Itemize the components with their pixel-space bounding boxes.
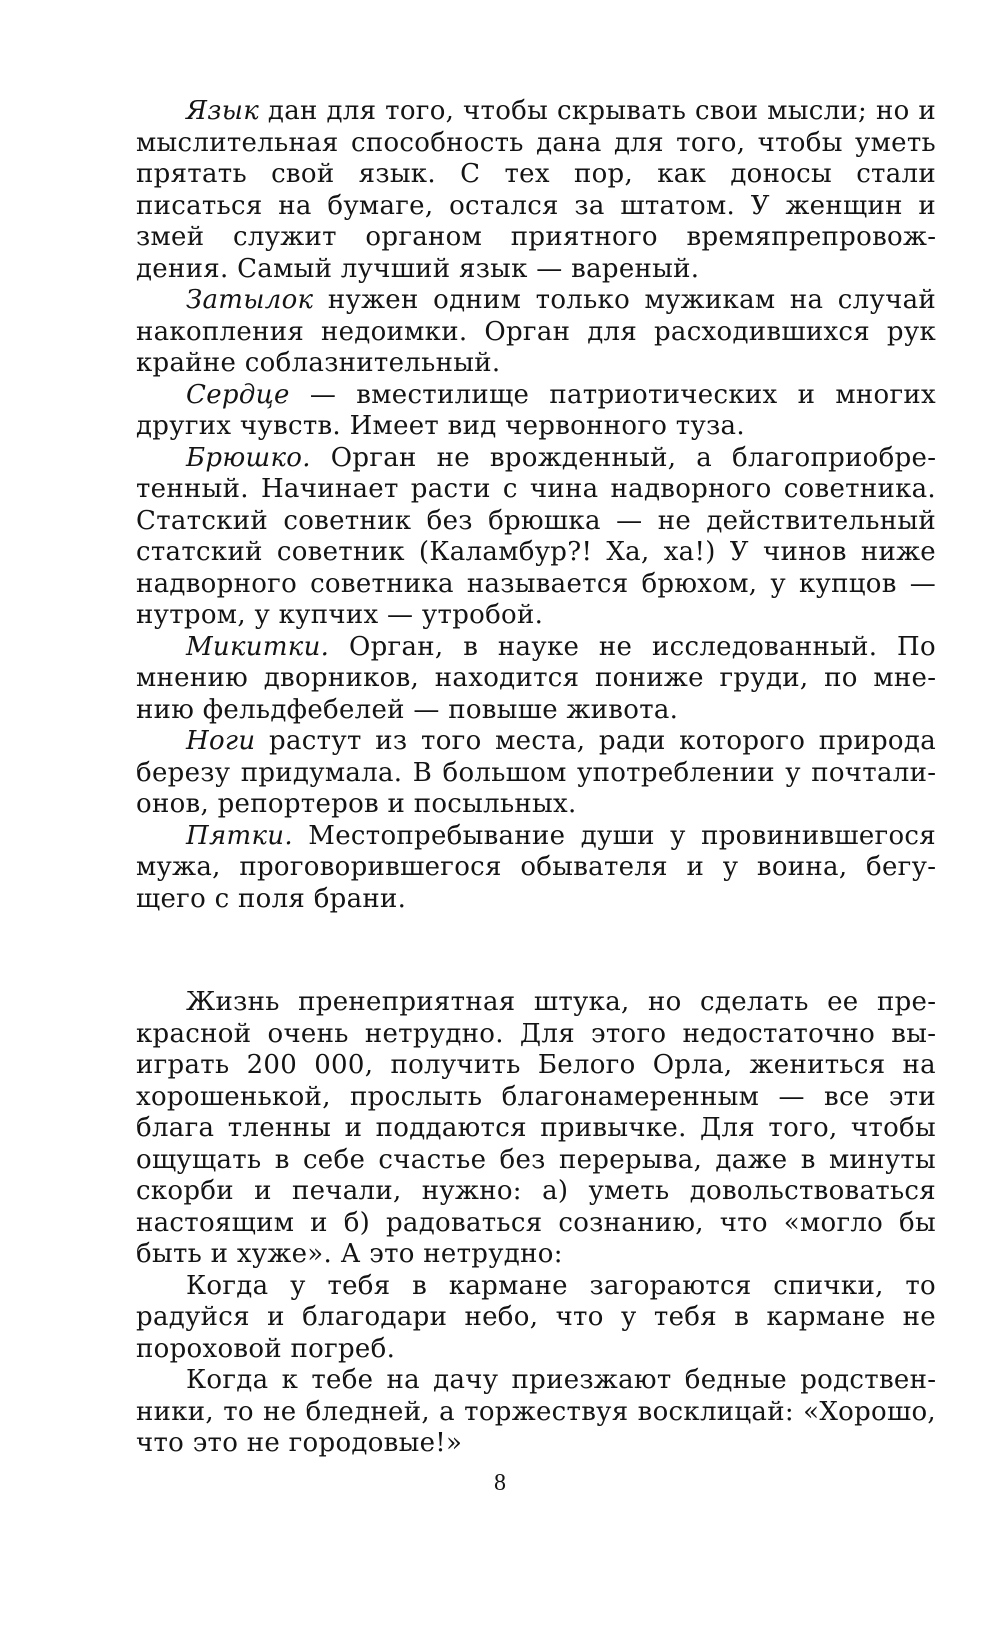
paragraph-bryushko	[136, 443, 936, 632]
term-zatylok: Затылок	[186, 285, 314, 315]
paragraph-mikitki	[136, 632, 936, 727]
paragraph-serdtse	[136, 380, 936, 443]
term-nogi: Ноги	[186, 726, 256, 756]
definition-pyatki: Местопребывание души у провинившегося мужа, проговорившегося обывателя и у воина, бегущего с поля брани.	[136, 820, 936, 914]
term-yazyk: Язык	[186, 96, 260, 126]
paragraph-relatives: Когда к тебе на дачу приезжают бедные родственники, то не бледней, а торжествуя восклицай: «Хорошо, что это не городовые!»	[136, 1365, 936, 1458]
paragraph-life-intro: Жизнь пренеприятная штука, но сделать ее прекрасной очень нетрудно. Для этого недостаточно выиграть 200 000, получить Белого Орла, жениться на хорошенькой, прослыть благонамеренным — все эти блага тленны и поддаются привычке. Для того, чтобы ощущать в себе счастье без перерыва, даже в минуты скорби и печали, нужно: а) уметь довольствоваться настоящим и б) радоваться сознанию, что «могло бы быть и хуже». А это нетрудно:	[136, 987, 936, 1269]
paragraph-matches: Когда у тебя в кармане загораются спички, то радуйся и благодари небо, что у тебя в кармане не пороховой погреб.	[136, 1270, 936, 1364]
definition-yazyk: дан для того, чтобы скрывать свои мысли; но и мыслительная способность дана для того, чтобы уметь прятать свой язык. С тех пор, как доносы стали писаться на бумаге, остался за штатом. У женщин и змей служит органом приятного времяпрепровождения. Самый лучший язык — вареный.	[136, 96, 936, 284]
section-divider-space	[136, 915, 936, 987]
definition-mikitki: Орган, в науке не исследованный. По мнению дворников, находится пониже груди, по мнению фельдфебелей — повыше живота.	[136, 631, 936, 725]
paragraph-pyatki	[136, 821, 936, 916]
definition-serdtse: — вместилище патриотических и многих других чувств. Имеет вид червонного туза.	[136, 379, 936, 441]
paragraph-zatylok	[136, 285, 936, 380]
body-organs-section	[136, 96, 936, 915]
term-mikitki: Микитки.	[186, 631, 330, 662]
paragraph-yazyk	[136, 96, 936, 285]
paragraph-nogi	[136, 726, 936, 821]
page-body	[136, 96, 936, 1460]
definition-nogi: растут из того места, ради которого природа березу придумала. В большом употреблении у почталионов, репортеров и посыльных.	[136, 726, 936, 819]
page-number: 8	[494, 1470, 506, 1496]
term-serdtse: Сердце	[186, 379, 290, 410]
definition-zatylok: нужен одним только мужикам на случай накопления недоимки. Орган для расходившихся рук крайне соблазнительный.	[136, 285, 936, 378]
life-section	[136, 987, 936, 1460]
definition-bryushko: Орган не врожденный, а благоприобретенный. Начинает расти с чина надворного советника. Статский советник без брюшка — не действительный статский советник (Каламбур?! Ха, ха!) У чинов ниже надворного советника называется брюхом, у купцов — нутром, у купчих — утробой.	[136, 442, 936, 630]
term-pyatki: Пятки.	[186, 820, 293, 851]
term-bryushko: Брюшко.	[186, 442, 311, 473]
